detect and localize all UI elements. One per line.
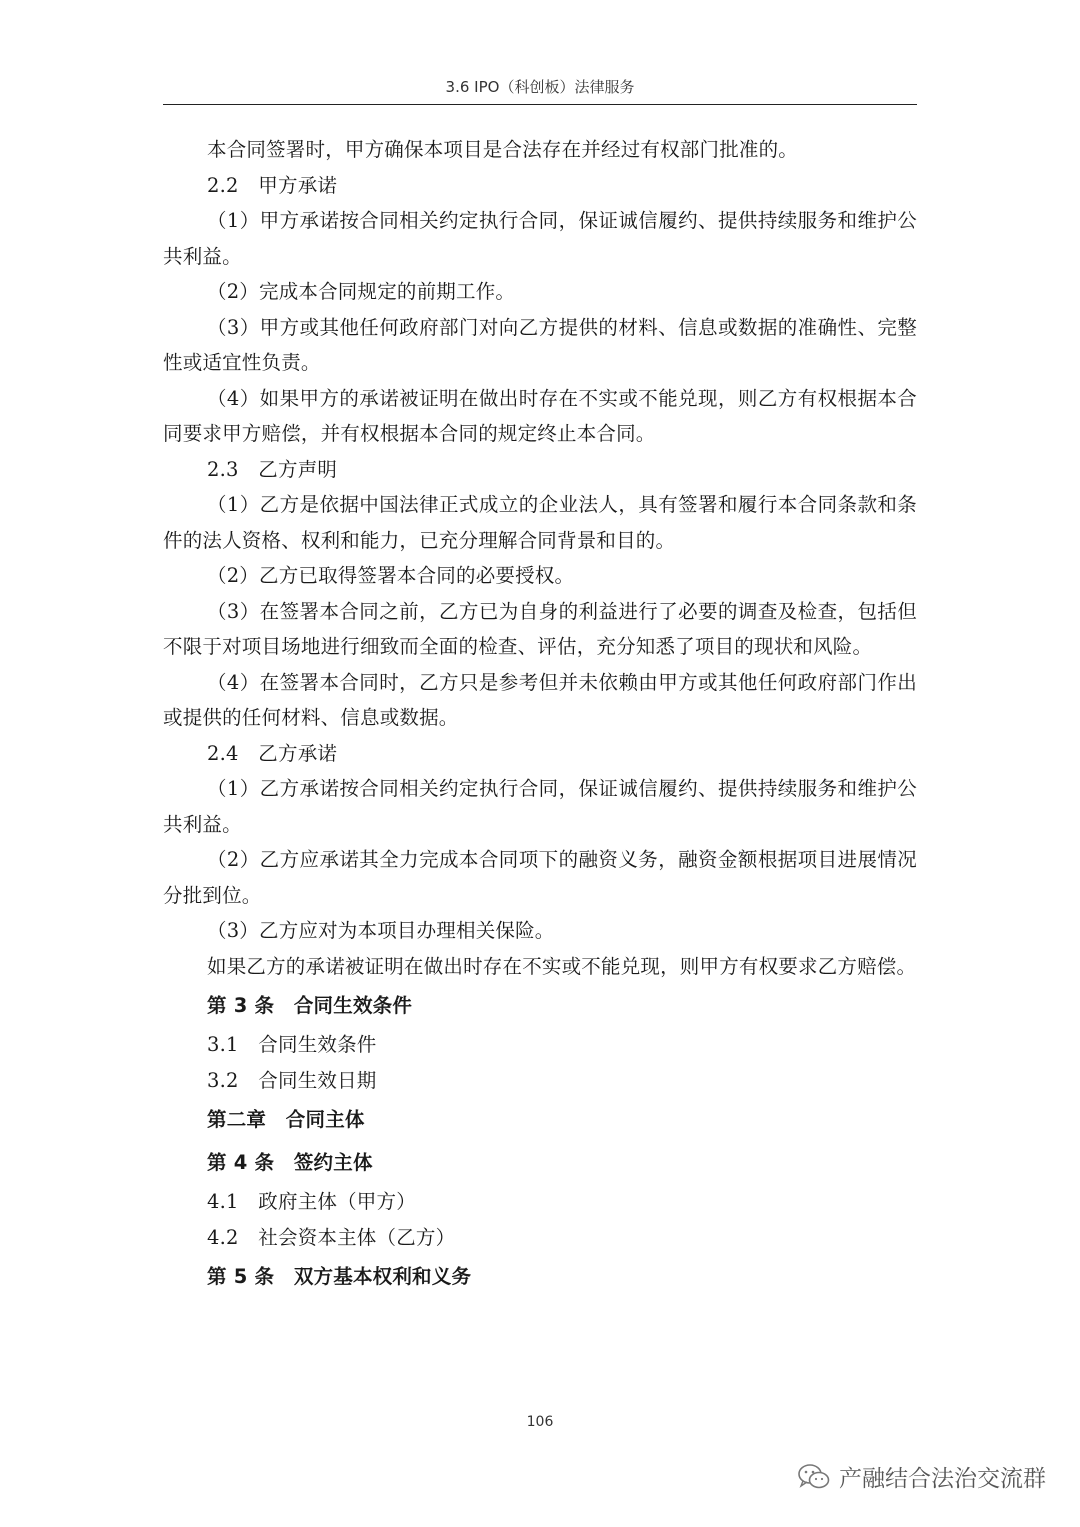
paragraph: 本合同签署时，甲方确保本项目是合法存在并经过有权部门批准的。 bbox=[207, 138, 799, 161]
article-3-item: 3.1 合同生效条件 bbox=[207, 1033, 377, 1056]
paragraph: （2）乙方已取得签署本合同的必要授权。 bbox=[207, 564, 575, 587]
paragraph: （4）如果甲方的承诺被证明在做出时存在不实或不能兑现，则乙方有权根据本合同要求甲方赔偿，并有权根据本合同的规定终止本合同。 bbox=[163, 386, 917, 445]
article-3-heading: 第 3 条 合同生效条件 bbox=[207, 994, 413, 1017]
page-number: 106 bbox=[526, 1414, 554, 1430]
article-4-heading: 第 4 条 签约主体 bbox=[207, 1151, 373, 1174]
paragraph: （2）乙方应承诺其全力完成本合同项下的融资义务，融资金额根据项目进展情况分批到位。 bbox=[163, 848, 917, 907]
paragraph: （3）在签署本合同之前，乙方已为自身的利益进行了必要的调查及检查，包括但不限于对项目场地进行细致而全面的检查、评估，充分知悉了项目的现状和风险。 bbox=[163, 599, 917, 658]
paragraph: （1）甲方承诺按合同相关约定执行合同，保证诚信履约、提供持续服务和维护公共利益。 bbox=[163, 209, 917, 268]
watermark-text: 产融结合法治交流群 bbox=[839, 1466, 1046, 1492]
section-2-4-title: 2.4 乙方承诺 bbox=[207, 741, 338, 765]
paragraph: （3）乙方应对为本项目办理相关保险。 bbox=[207, 919, 555, 942]
article-3-item: 3.2 合同生效日期 bbox=[207, 1068, 377, 1092]
paragraph: （1）乙方是依据中国法律正式成立的企业法人，具有签署和履行本合同条款和条件的法人资格、权利和能力，已充分理解合同背景和目的。 bbox=[163, 493, 917, 552]
header-rule bbox=[163, 104, 917, 105]
paragraph: （4）在签署本合同时，乙方只是参考但并未依赖由甲方或其他任何政府部门作出或提供的任何材料、信息或数据。 bbox=[163, 670, 917, 729]
section-2-2-title: 2.2 甲方承诺 bbox=[207, 173, 338, 197]
section-2-3-title: 2.3 乙方声明 bbox=[207, 457, 338, 481]
running-header: 3.6 IPO（科创板）法律服务 bbox=[445, 78, 635, 96]
paragraph: （1）乙方承诺按合同相关约定执行合同，保证诚信履约、提供持续服务和维护公共利益。 bbox=[163, 777, 917, 836]
paragraph: （3）甲方或其他任何政府部门对向乙方提供的材料、信息或数据的准确性、完整性或适宜性负责。 bbox=[163, 315, 917, 374]
paragraph: （2）完成本合同规定的前期工作。 bbox=[207, 280, 516, 303]
wechat-icon bbox=[797, 1462, 831, 1492]
document-body bbox=[163, 132, 917, 1298]
paragraph: 如果乙方的承诺被证明在做出时存在不实或不能兑现，则甲方有权要求乙方赔偿。 bbox=[207, 954, 917, 978]
article-4-item: 4.1 政府主体（甲方） bbox=[207, 1190, 416, 1213]
chapter-2-heading: 第二章 合同主体 bbox=[207, 1108, 365, 1131]
article-5-heading: 第 5 条 双方基本权利和义务 bbox=[207, 1265, 472, 1288]
article-4-item: 4.2 社会资本主体（乙方） bbox=[207, 1225, 456, 1249]
watermark bbox=[797, 1460, 1046, 1493]
